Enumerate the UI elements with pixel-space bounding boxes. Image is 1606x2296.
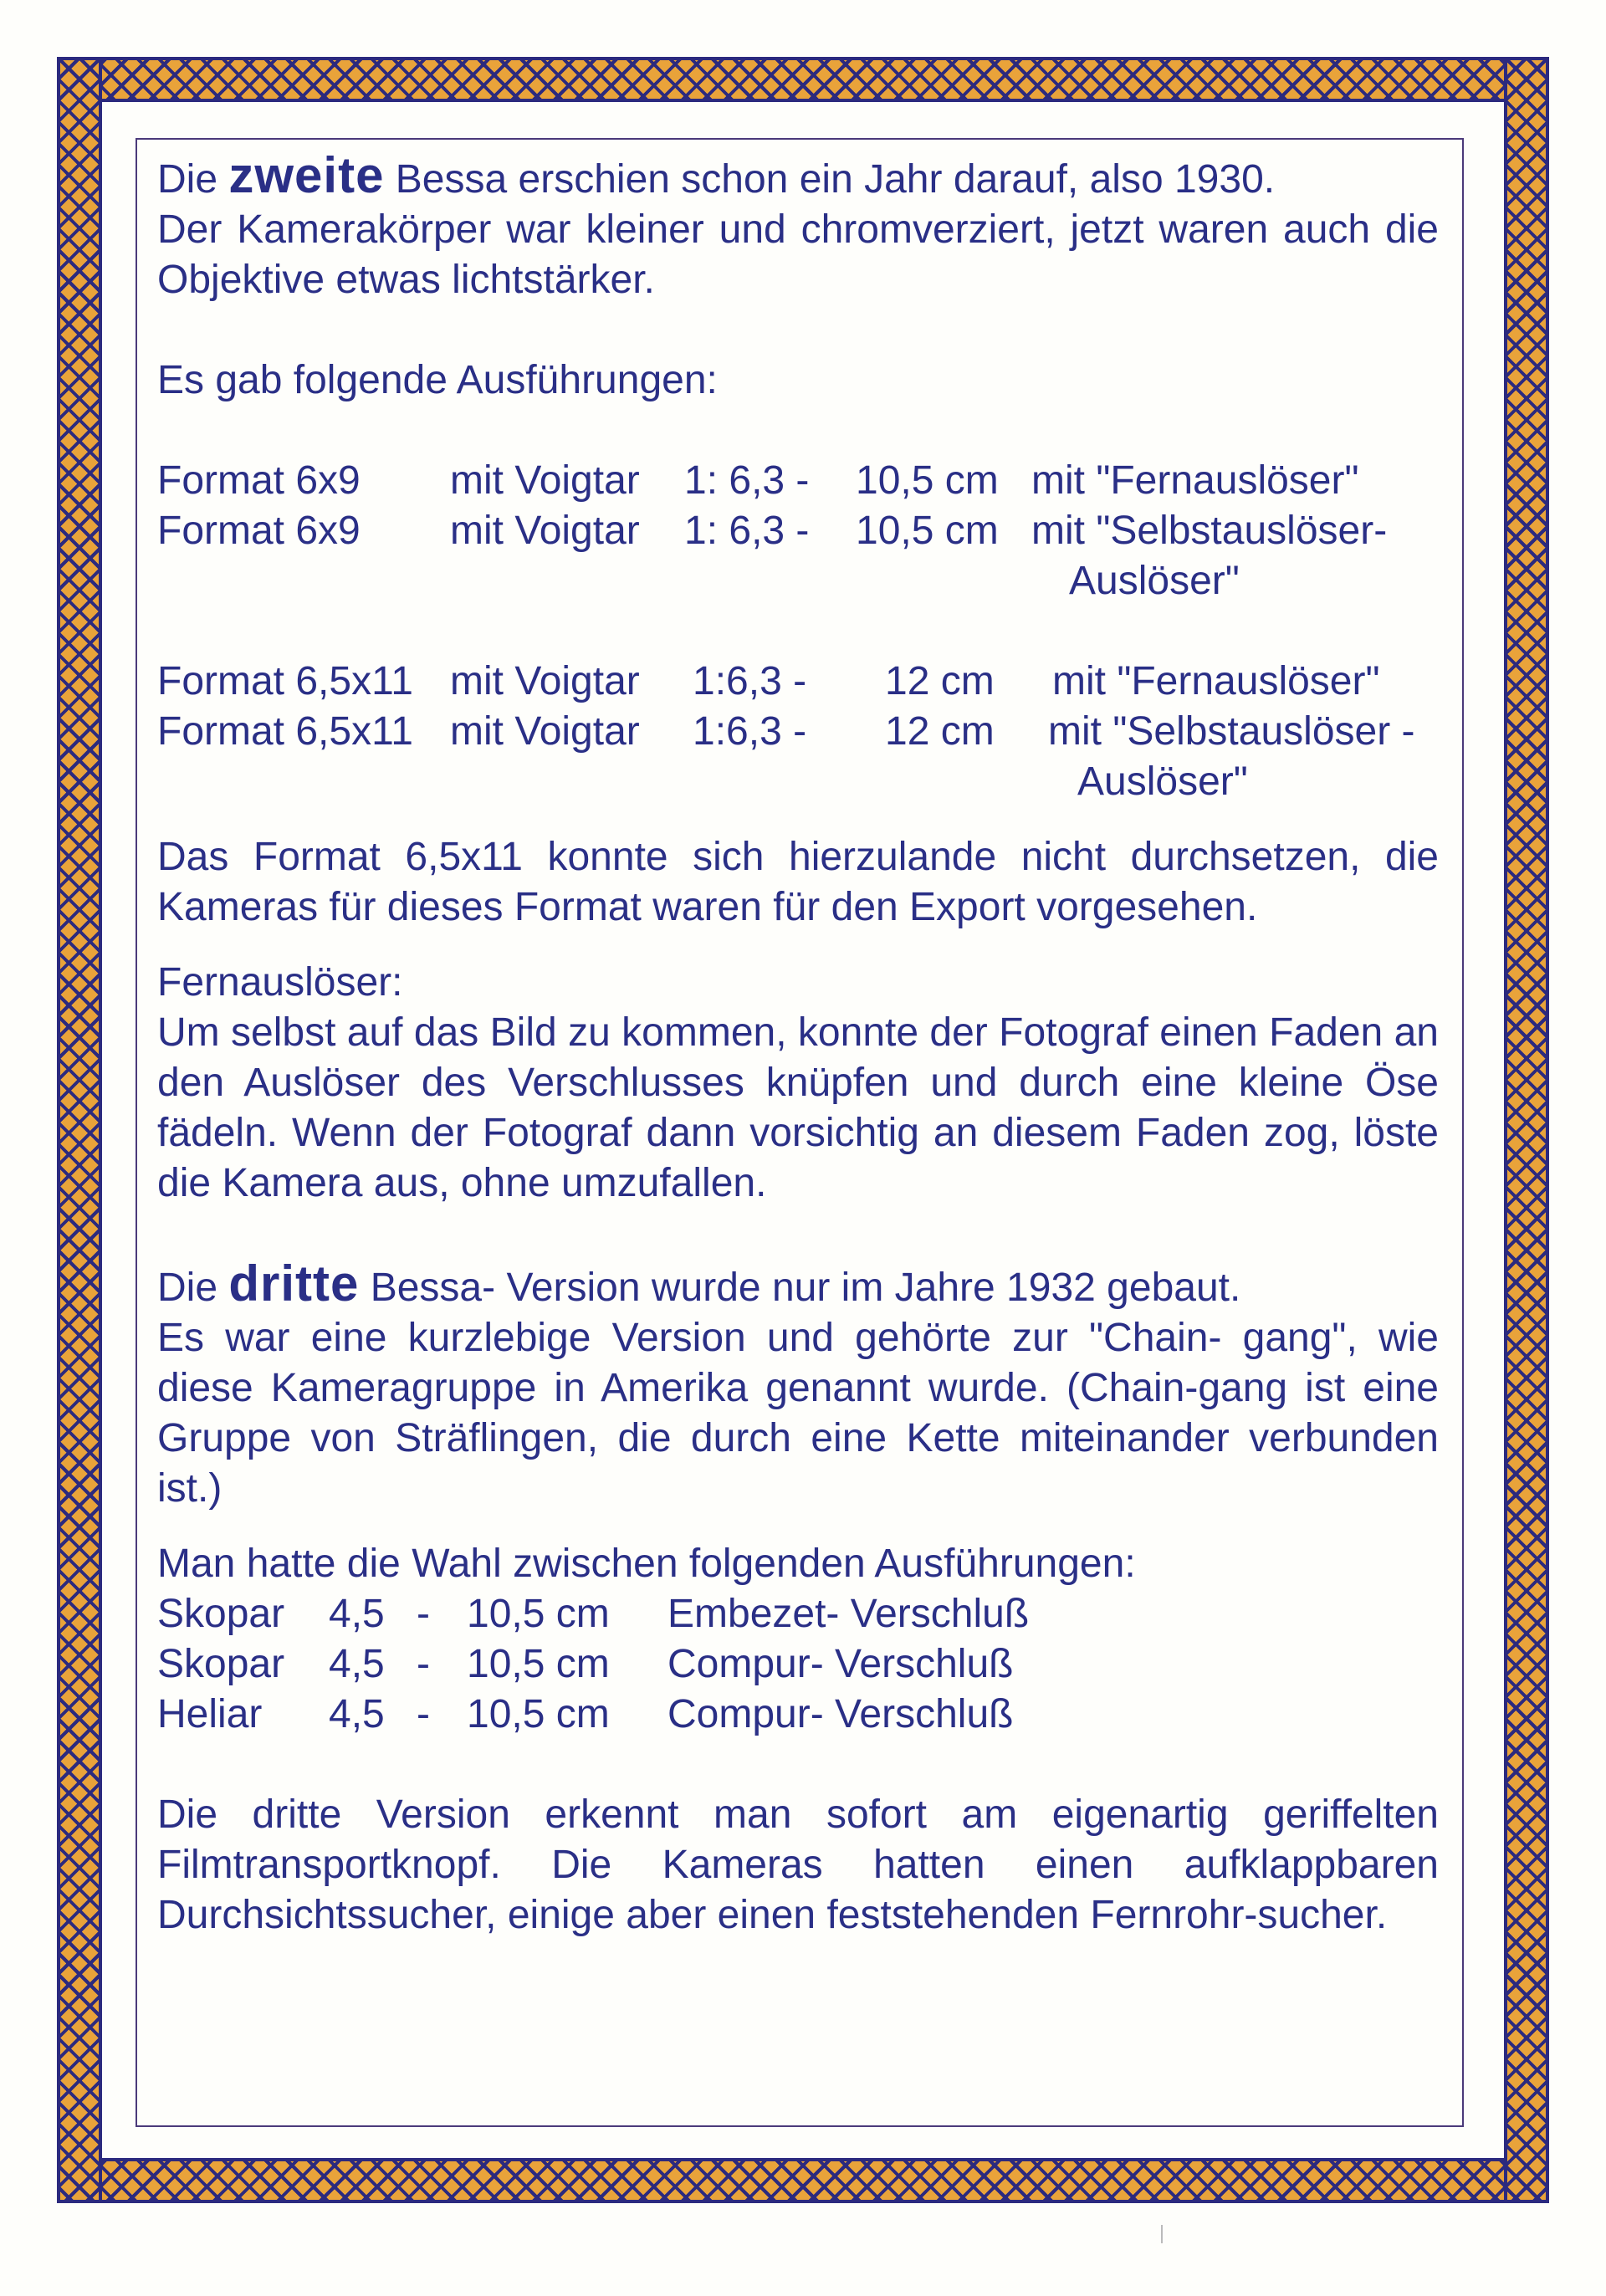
scan-mark <box>1161 2225 1163 2243</box>
third-version-heading: Die dritte Bessa- Version wurde nur im Jahre 1932 gebaut. <box>157 1255 1241 1312</box>
decorative-border-left <box>57 57 102 2203</box>
format-note: Das Format 6,5x11 konnte sich hierzulande nicht durchsetzen, die Kameras für dieses Format waren für den Export vorgesehen. <box>157 835 1439 929</box>
intro-suffix: Bessa erschien schon ein Jahr darauf, also 1930. <box>395 157 1276 202</box>
decorative-border-right <box>1504 57 1549 2203</box>
fernausloeser-text: Um selbst auf das Bild zu kommen, konnte der Fotograf einen Faden an den Auslöser des Verschlusses knüpfen und durch eine kleine Öse fädeln. Wenn der Fotograf dann vorsichtig an diesem Faden zog, löste die Kamera aus, ohne umzufallen. <box>157 1010 1439 1205</box>
intro-text: Der Kamerakörper war kleiner und chromverziert, jetzt waren auch die Objektive etwas lichtstärker. <box>157 207 1439 302</box>
variant-row: Format 6x9 mit Voigtar 1: 6,3 - 10,5 cm mit "Fernauslöser" <box>157 458 1359 503</box>
intro-prefix: Die <box>157 157 218 202</box>
decorative-border-top <box>57 57 1549 102</box>
lens-table <box>157 1589 1439 1740</box>
variants-heading: Es gab folgende Ausführungen: <box>157 358 718 402</box>
variant-row-continuation: Auslöser" <box>1069 559 1240 603</box>
variant-row: Format 6,5x11 mit Voigtar 1:6,3 - 12 cm mit "Selbstauslöser - <box>157 709 1415 754</box>
intro-paragraph <box>157 147 1439 205</box>
variants-table <box>157 456 1439 807</box>
third-version-text: Es war eine kurzlebige Version und gehörte zur "Chain- gang", wie diese Kameragruppe in Amerika genannt wurde. (Chain-gang ist eine Gruppe von Sträflingen, die durch eine Kette miteinander verbunden ist.) <box>157 1316 1439 1511</box>
variant-row: Format 6x9 mit Voigtar 1: 6,3 - 10,5 cm mit "Selbstauslöser- <box>157 509 1388 553</box>
third-emphasis: dritte <box>228 1255 360 1312</box>
document-body <box>157 147 1439 1941</box>
closing-paragraph: Die dritte Version erkennt man sofort am eigenartig geriffelten Filmtransportknopf. Die Kameras hatten einen aufklappbaren Durchsichtssucher, einige aber einen feststehenden Fernrohr-sucher. <box>157 1792 1439 1937</box>
decorative-border-bottom <box>57 2158 1549 2203</box>
fernausloeser-heading: Fernauslöser: <box>157 960 403 1005</box>
choice-heading: Man hatte die Wahl zwischen folgenden Ausführungen: <box>157 1542 1136 1586</box>
variant-row: Format 6,5x11 mit Voigtar 1:6,3 - 12 cm mit "Fernauslöser" <box>157 659 1380 703</box>
variant-row-continuation: Auslöser" <box>1077 759 1248 804</box>
intro-emphasis: zweite <box>228 147 385 203</box>
lens-row: Heliar 4,5 - 10,5 cm Compur- Verschluß <box>157 1692 1014 1736</box>
lens-row: Skopar 4,5 - 10,5 cm Embezet- Verschluß <box>157 1592 1030 1636</box>
lens-row: Skopar 4,5 - 10,5 cm Compur- Verschluß <box>157 1642 1014 1686</box>
